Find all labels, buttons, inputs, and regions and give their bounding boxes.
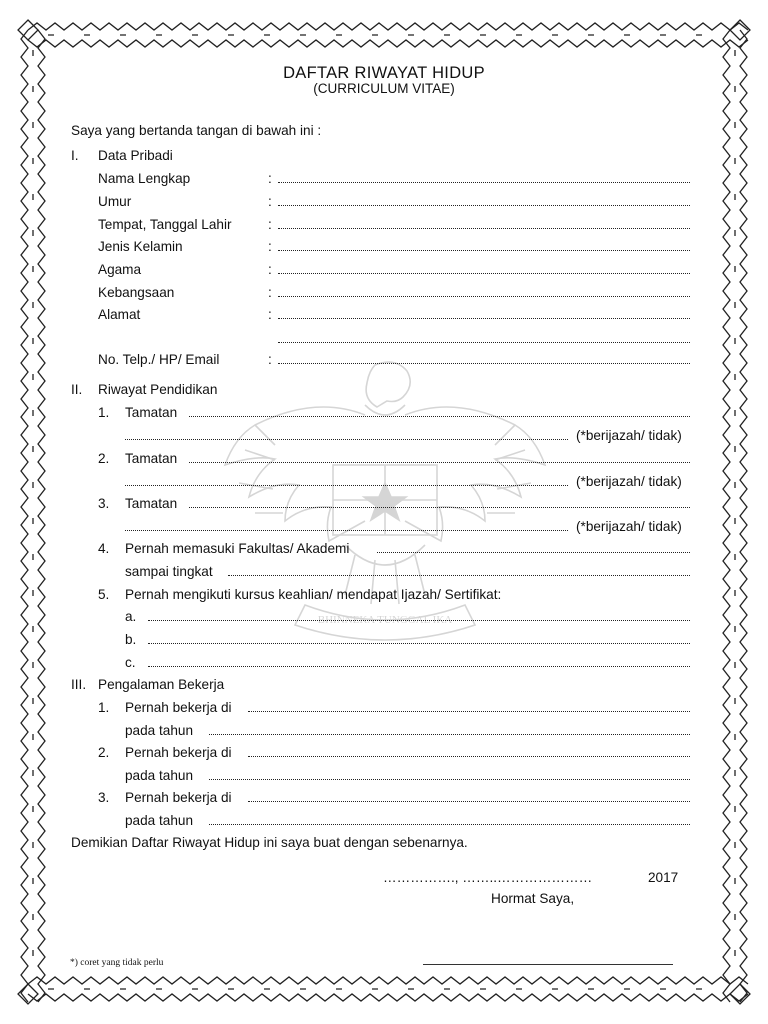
closing-statement: Demikian Daftar Riwayat Hidup ini saya buat dengan sebenarnya. (71, 835, 468, 850)
garuda-watermark (215, 355, 555, 655)
field-label: Jenis Kelamin (98, 239, 183, 254)
edu-item-number: 3. (98, 496, 110, 511)
field-input-line[interactable] (278, 363, 690, 366)
intro-text: Saya yang bertanda tangan di bawah ini : (71, 123, 322, 138)
field-label: Agama (98, 262, 142, 277)
course-sub-letter: c. (125, 655, 136, 670)
field-input-line[interactable] (278, 318, 690, 321)
field-colon: : (268, 285, 272, 300)
work-year-input-line[interactable] (209, 824, 690, 827)
work-year-label: pada tahun (125, 723, 194, 738)
edu-item-number: 5. (98, 587, 110, 602)
certificate-note: (*berijazah/ tidak) (576, 428, 682, 443)
section-3-title: Pengalaman Bekerja (98, 677, 225, 692)
work-place-input-line[interactable] (248, 756, 690, 759)
edu-item-number: 2. (98, 451, 110, 466)
field-label: No. Telp./ HP/ Email (98, 352, 220, 367)
section-1-title: Data Pribadi (98, 148, 173, 163)
field-input-line[interactable] (278, 228, 690, 231)
signature-year: 2017 (648, 870, 679, 885)
signature-regards: Hormat Saya, (491, 891, 575, 906)
edu-input-line[interactable] (189, 507, 690, 510)
field-colon: : (268, 217, 272, 232)
page-title: DAFTAR RIWAYAT HIDUP (283, 64, 485, 82)
edu-input-line[interactable] (189, 462, 690, 465)
faculty-input-line[interactable] (377, 552, 690, 555)
edu-input-line-2[interactable] (125, 530, 568, 533)
field-colon: : (268, 239, 272, 254)
signature-line[interactable] (423, 964, 673, 965)
field-input-line[interactable] (278, 296, 690, 299)
field-colon: : (268, 262, 272, 277)
work-place-input-line[interactable] (248, 711, 690, 714)
field-input-line[interactable] (278, 273, 690, 276)
work-place-label: Pernah bekerja di (125, 790, 232, 805)
signature-place-date[interactable]: ……………., ……..………………… (383, 870, 593, 885)
footnote: *) coret yang tidak perlu (70, 958, 164, 968)
work-year-label: pada tahun (125, 813, 194, 828)
certificate-note: (*berijazah/ tidak) (576, 519, 682, 534)
field-label: Tempat, Tanggal Lahir (98, 217, 232, 232)
course-sub-letter: a. (125, 609, 137, 624)
watermark-motto: BHINNEKA TUNGGAL IKA (317, 614, 453, 626)
section-2-title: Riwayat Pendidikan (98, 382, 218, 397)
course-input-line[interactable] (148, 666, 690, 669)
field-input-line[interactable] (278, 205, 690, 208)
edu-item-number: 4. (98, 541, 110, 556)
course-input-line[interactable] (148, 620, 690, 623)
field-label: Nama Lengkap (98, 171, 191, 186)
work-item-number: 3. (98, 790, 110, 805)
work-place-label: Pernah bekerja di (125, 700, 232, 715)
work-year-label: pada tahun (125, 768, 194, 783)
certificate-note: (*berijazah/ tidak) (576, 474, 682, 489)
page-subtitle: (CURRICULUM VITAE) (313, 81, 455, 96)
faculty-label: Pernah memasuki Fakultas/ Akademi (125, 541, 350, 556)
field-label: Kebangsaan (98, 285, 175, 300)
edu-input-line[interactable] (189, 416, 690, 419)
field-input-line[interactable] (278, 250, 690, 253)
course-sub-letter: b. (125, 632, 137, 647)
field-label: Alamat (98, 307, 141, 322)
work-place-label: Pernah bekerja di (125, 745, 232, 760)
work-item-number: 1. (98, 700, 110, 715)
work-year-input-line[interactable] (209, 779, 690, 782)
level-label: sampai tingkat (125, 564, 213, 579)
edu-item-label: Tamatan (125, 405, 178, 420)
section-1-number: I. (71, 148, 79, 163)
field-colon: : (268, 307, 272, 322)
work-item-number: 2. (98, 745, 110, 760)
edu-item-label: Tamatan (125, 496, 178, 511)
field-input-line[interactable] (278, 182, 690, 185)
course-input-line[interactable] (148, 643, 690, 646)
address-line-2[interactable] (278, 342, 690, 345)
field-colon: : (268, 194, 272, 209)
level-input-line[interactable] (228, 575, 690, 578)
work-year-input-line[interactable] (209, 734, 690, 737)
edu-item-label: Tamatan (125, 451, 178, 466)
work-place-input-line[interactable] (248, 801, 690, 804)
course-label: Pernah mengikuti kursus keahlian/ mendapat Ijazah/ Sertifikat: (125, 587, 502, 602)
edu-item-number: 1. (98, 405, 110, 420)
edu-input-line-2[interactable] (125, 439, 568, 442)
edu-input-line-2[interactable] (125, 485, 568, 488)
section-3-number: III. (71, 677, 87, 692)
field-label: Umur (98, 194, 132, 209)
field-colon: : (268, 171, 272, 186)
field-colon: : (268, 352, 272, 367)
section-2-number: II. (71, 382, 83, 397)
